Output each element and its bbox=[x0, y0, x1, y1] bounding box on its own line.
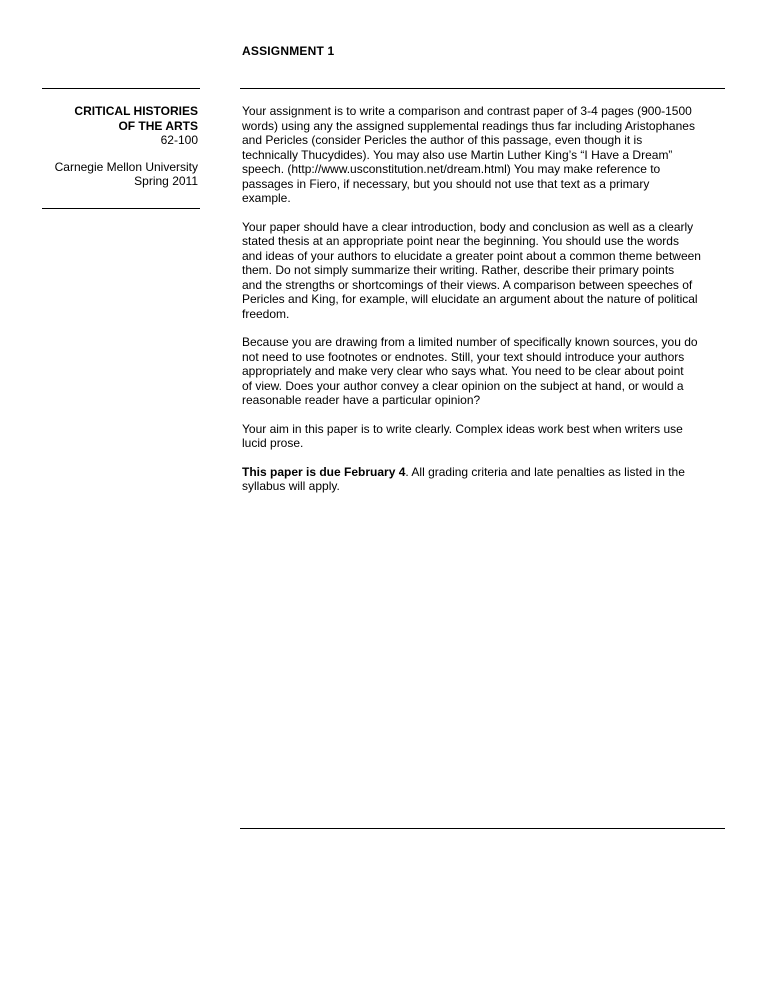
course-number: 62-100 bbox=[160, 133, 198, 147]
text-line: stated thesis at an appropriate point near the beginning. You should use the words bbox=[242, 234, 679, 248]
text-line: and Pericles (consider Pericles the author of this passage, even though it is bbox=[242, 133, 643, 147]
paragraph-requirements bbox=[242, 104, 726, 206]
text-line: and the strengths or shortcomings of their views. A comparison between speeches of bbox=[242, 277, 693, 292]
text-line: words) using any the assigned supplemental readings thus far including Aristophanes bbox=[242, 118, 695, 133]
text-line: Your aim in this paper is to write clearly. Complex ideas work best when writers use bbox=[242, 421, 683, 436]
text-line: lucid prose. bbox=[242, 436, 304, 450]
text-line: speech. (http://www.usconstitution.net/dream.html) You may make reference to bbox=[242, 162, 661, 176]
due-date-statement: This paper is due February 4 bbox=[242, 464, 406, 479]
main-top-divider bbox=[240, 88, 725, 89]
text-line: Because you are drawing from a limited number of specifically known sources, you do bbox=[242, 335, 698, 349]
text-line: not need to use footnotes or endnotes. Still, your text should introduce your authors bbox=[242, 349, 685, 364]
course-title-line-2: OF THE ARTS bbox=[118, 118, 198, 133]
text-line: . All grading criteria and late penalties as listed in the bbox=[405, 464, 685, 479]
text-line: syllabus will apply. bbox=[242, 479, 340, 493]
paragraph-due-date bbox=[242, 465, 726, 494]
text-line: Your assignment is to write a comparison and contrast paper of 3-4 pages (900-1500 bbox=[242, 104, 692, 118]
term: Spring 2011 bbox=[134, 174, 198, 188]
paragraph-structure bbox=[242, 220, 726, 322]
text-line: appropriately and make very clear who says what. You need to be clear about point bbox=[242, 364, 684, 378]
institution-name: Carnegie Mellon University bbox=[54, 159, 198, 174]
text-line: freedom. bbox=[242, 306, 290, 321]
sidebar-top-divider bbox=[42, 88, 200, 89]
text-line: Pericles and King, for example, will elucidate an argument about the nature of political bbox=[242, 292, 698, 306]
text-line: reasonable reader have a particular opinion? bbox=[242, 393, 481, 407]
text-line: and ideas of your authors to elucidate a greater point about a common theme between bbox=[242, 248, 701, 263]
text-line: Your paper should have a clear introduction, body and conclusion as well as a clearly bbox=[242, 219, 694, 234]
text-line: example. bbox=[242, 191, 291, 205]
assignment-title: ASSIGNMENT 1 bbox=[242, 44, 335, 58]
paragraph-aim bbox=[242, 422, 726, 451]
main-bottom-divider bbox=[240, 828, 725, 829]
course-title-line-1: CRITICAL HISTORIES bbox=[74, 104, 198, 118]
text-line: passages in Fiero, if necessary, but you should not use that text as a primary bbox=[242, 176, 650, 191]
sidebar-bottom-divider bbox=[42, 208, 200, 209]
course-info-sidebar bbox=[42, 104, 198, 189]
assignment-body bbox=[242, 104, 726, 508]
text-line: technically Thucydides). You may also use Martin Luther King’s “I Have a Dream” bbox=[242, 147, 673, 162]
text-line: of view. Does your author convey a clear opinion on the subject at hand, or would a bbox=[242, 378, 684, 393]
text-line: them. Do not simply summarize their writing. Rather, describe their primary points bbox=[242, 263, 675, 277]
paragraph-sources bbox=[242, 335, 726, 408]
